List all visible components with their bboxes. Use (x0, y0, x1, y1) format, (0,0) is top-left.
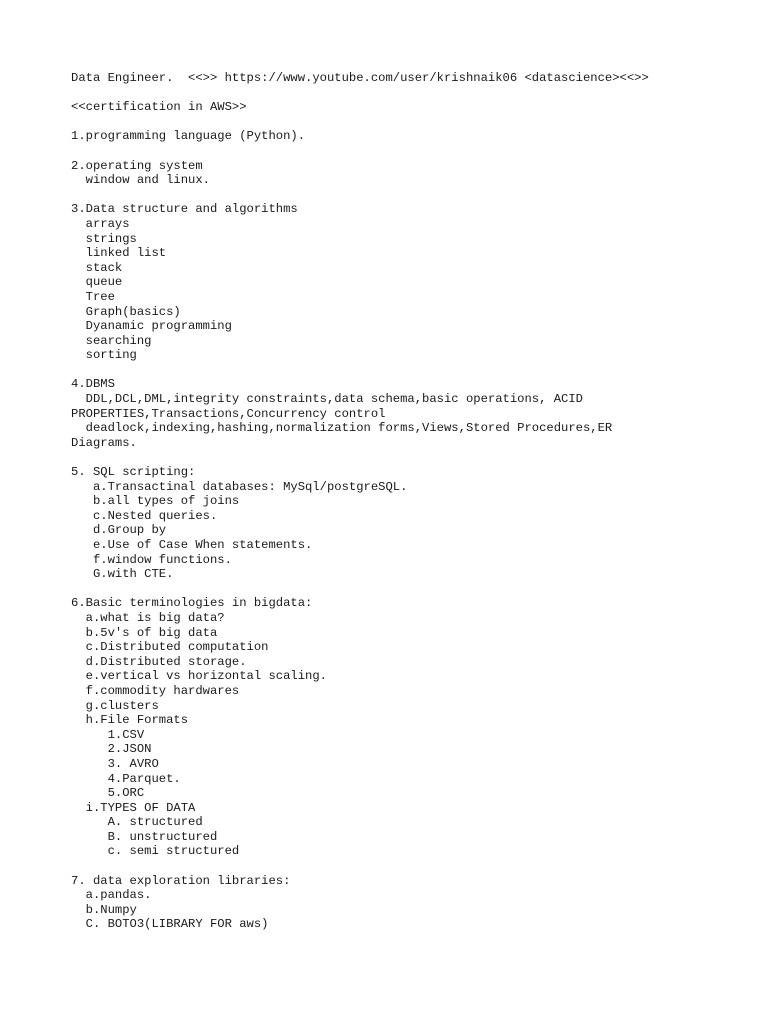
section-3-item: arrays (71, 216, 130, 231)
section-7-heading: 7. data exploration libraries: (71, 873, 291, 888)
section-4-text: PROPERTIES,Transactions,Concurrency control (71, 406, 386, 421)
section-7-item: b.Numpy (71, 902, 137, 917)
section-6-heading: 6.Basic terminologies in bigdata: (71, 596, 313, 611)
blank-line (71, 188, 761, 203)
section-5-item: c.Nested queries. (71, 508, 218, 523)
section-5-item: b.all types of joins (71, 494, 240, 509)
blank-line (71, 363, 761, 378)
title-line: Data Engineer. <<>> https://www.youtube.com/user/krishnaik06 <datascience><<>> (71, 71, 649, 85)
section-3-item: Dyanamic programming (71, 319, 232, 334)
data-type-item: A. structured (71, 815, 203, 830)
section-4-text: DDL,DCL,DML,integrity constraints,data schema,basic operations, ACID (71, 392, 583, 407)
section-6-item: d.Distributed storage. (71, 654, 247, 669)
section-3-item: sorting (71, 348, 137, 363)
section-7-item: a.pandas. (71, 888, 152, 903)
file-format-item: 5.ORC (71, 786, 145, 801)
section-1-heading: 1.programming language (Python). (71, 129, 306, 144)
section-3-heading: 3.Data structure and algorithms (71, 202, 298, 217)
section-3-item: Tree (71, 289, 115, 304)
blank-line (71, 144, 761, 159)
section-4-text: Diagrams. (71, 435, 137, 450)
file-format-item: 3. AVRO (71, 756, 159, 771)
section-2-heading: 2.operating system (71, 158, 203, 173)
blank-line (71, 86, 761, 101)
section-7-item: C. BOTO3(LIBRARY FOR aws) (71, 917, 269, 932)
section-6-item: c.Distributed computation (71, 640, 269, 655)
file-format-item: 1.CSV (71, 727, 145, 742)
section-6-item: g.clusters (71, 698, 159, 713)
certification-line: <<certification in AWS>> (71, 100, 247, 115)
section-5-item: a.Transactinal databases: MySql/postgreSQL. (71, 479, 408, 494)
section-4-heading: 4.DBMS (71, 377, 115, 392)
file-format-item: 4.Parquet. (71, 771, 181, 786)
section-3-item: linked list (71, 246, 167, 261)
section-5-item: f.window functions. (71, 552, 232, 567)
section-4-text: deadlock,indexing,hashing,normalization forms,Views,Stored Procedures,ER (71, 421, 613, 436)
section-5-item: G.with CTE. (71, 567, 174, 582)
data-type-item: B. unstructured (71, 829, 218, 844)
file-format-item: 2.JSON (71, 742, 152, 757)
section-5-heading: 5. SQL scripting: (71, 465, 196, 480)
section-6-item: f.commodity hardwares (71, 683, 240, 698)
section-3-item: stack (71, 260, 123, 275)
section-2-item: window and linux. (71, 173, 210, 188)
section-3-item: queue (71, 275, 123, 290)
section-5-item: d.Group by (71, 523, 167, 538)
document-page (71, 71, 761, 932)
blank-line (71, 582, 761, 597)
section-6-item: b.5v's of big data (71, 625, 218, 640)
section-6-item: a.what is big data? (71, 610, 225, 625)
section-6-item: e.vertical vs horizontal scaling. (71, 669, 327, 684)
section-3-item: strings (71, 231, 137, 246)
section-6-item: i.TYPES OF DATA (71, 800, 196, 815)
blank-line (71, 450, 761, 465)
section-6-item: h.File Formats (71, 713, 189, 728)
section-5-item: e.Use of Case When statements. (71, 538, 313, 552)
blank-line (71, 859, 761, 874)
blank-line (71, 115, 761, 130)
section-3-item: Graph(basics) (71, 304, 181, 319)
data-type-item: c. semi structured (71, 844, 240, 859)
section-3-item: searching (71, 333, 152, 348)
